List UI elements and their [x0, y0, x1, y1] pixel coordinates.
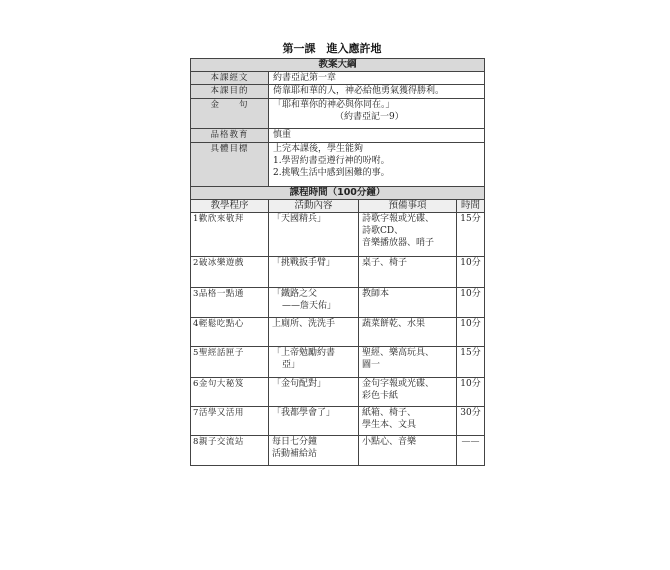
- goal-row: [191, 85, 485, 99]
- prep-line: 音樂播放器、哨子: [362, 238, 435, 248]
- activity-line: 「我都學會了」: [272, 408, 336, 418]
- prep-cell: [359, 347, 457, 378]
- prep-line: 金句字報或光碟、: [362, 379, 435, 389]
- scripture-row: [191, 72, 485, 85]
- lesson-plan-table: [190, 58, 485, 466]
- objective-line: 2.挑戰生活中感到困難的事。: [273, 168, 390, 178]
- activity-line: ——詹天佑」: [282, 301, 337, 311]
- outline-header-row: [191, 59, 485, 72]
- prep-line: 小點心、音樂: [362, 437, 417, 447]
- step-cell: 8親子交流站: [191, 436, 269, 466]
- verse-row: [191, 99, 485, 129]
- activity-line: 每日七分鐘: [272, 437, 318, 447]
- time-cell: 15分: [457, 213, 485, 257]
- prep-line: 詩歌CD、: [362, 226, 404, 236]
- schedule-header: 課程時間（100分鐘）: [191, 187, 485, 200]
- verse-label: 金 句: [191, 99, 269, 129]
- column-header: 時間: [457, 200, 485, 213]
- activity-cell: [269, 347, 359, 378]
- objective-value: [269, 143, 485, 187]
- prep-cell: [359, 213, 457, 257]
- goal-label: 本課目的: [191, 85, 269, 99]
- objective-row: [191, 143, 485, 187]
- activity-cell: [269, 407, 359, 436]
- column-header: 活動內容: [269, 200, 359, 213]
- step-cell: 4輕鬆吃點心: [191, 318, 269, 347]
- outline-header: 教案大綱: [191, 59, 485, 72]
- prep-line: 桌子、椅子: [362, 258, 408, 268]
- activity-line: 「上帝勉勵約書: [272, 348, 336, 358]
- column-header-row: [191, 200, 485, 213]
- step-cell: 7活學又活用: [191, 407, 269, 436]
- table-row: [191, 347, 485, 378]
- character-value: 慎重: [269, 129, 485, 143]
- time-cell: 10分: [457, 288, 485, 318]
- schedule-header-row: [191, 187, 485, 200]
- activity-line: 「天國精兵」: [272, 214, 327, 224]
- activity-cell: [269, 436, 359, 466]
- step-cell: 3品格一點通: [191, 288, 269, 318]
- prep-cell: [359, 407, 457, 436]
- step-cell: 6金句大秘笈: [191, 378, 269, 407]
- prep-cell: [359, 318, 457, 347]
- table-row: [191, 318, 485, 347]
- time-cell: 10分: [457, 378, 485, 407]
- prep-line: 圖一: [362, 360, 381, 370]
- character-row: [191, 129, 485, 143]
- prep-line: 詩歌字報或光碟、: [362, 214, 435, 224]
- prep-cell: [359, 378, 457, 407]
- activity-cell: [269, 288, 359, 318]
- activity-line: 「挑戰扳手臂」: [272, 258, 336, 268]
- step-cell: 5聖經話匣子: [191, 347, 269, 378]
- table-row: [191, 288, 485, 318]
- objective-label: 具體目標: [191, 143, 269, 187]
- prep-line: 聖經、樂高玩具、: [362, 348, 435, 358]
- verse-value: [269, 99, 485, 129]
- character-label: 品格教育: [191, 129, 269, 143]
- activity-cell: [269, 378, 359, 407]
- step-cell: 2破冰樂遊戲: [191, 257, 269, 288]
- prep-line: 教師本: [362, 289, 390, 299]
- table-row: [191, 378, 485, 407]
- column-header: 預備事項: [359, 200, 457, 213]
- activity-cell: [269, 213, 359, 257]
- activity-line: 活動補給站: [272, 449, 318, 459]
- objective-line: 1.學習約書亞遵行神的吩咐。: [273, 156, 390, 166]
- time-cell: 15分: [457, 347, 485, 378]
- prep-cell: [359, 436, 457, 466]
- prep-line: 蔬菜餅乾、水果: [362, 319, 426, 329]
- page-title: 第一課 進入應許地: [282, 42, 382, 55]
- table-row: [191, 257, 485, 288]
- table-row: [191, 436, 485, 466]
- activity-cell: [269, 318, 359, 347]
- scripture-value: 約書亞記第一章: [269, 72, 485, 85]
- scripture-label: 本課經文: [191, 72, 269, 85]
- goal-value: 倚靠耶和華的人，神必給他勇氣獲得勝利。: [269, 85, 485, 99]
- objective-line: 上完本課後，學生能夠: [273, 144, 364, 154]
- prep-cell: [359, 288, 457, 318]
- step-cell: 1歡欣來敬拜: [191, 213, 269, 257]
- verse-line: 「耶和華你的神必與你同在。」: [273, 100, 395, 110]
- verse-reference: （約書亞記一9）: [335, 112, 404, 122]
- prep-line: 學生本、文具: [362, 420, 417, 430]
- activity-line: 「鐵路之父: [272, 289, 318, 299]
- activity-line: 上廁所、洗洗手: [272, 319, 336, 329]
- time-cell: ——: [457, 436, 485, 466]
- activity-line: 「金句配對」: [272, 379, 327, 389]
- prep-line: 紙箱、椅子、: [362, 408, 417, 418]
- prep-line: 彩色卡紙: [362, 391, 399, 401]
- time-cell: 10分: [457, 318, 485, 347]
- activity-cell: [269, 257, 359, 288]
- time-cell: 10分: [457, 257, 485, 288]
- activity-line: 亞」: [282, 360, 301, 370]
- table-row: [191, 213, 485, 257]
- time-cell: 30分: [457, 407, 485, 436]
- table-row: [191, 407, 485, 436]
- column-header: 教學程序: [191, 200, 269, 213]
- prep-cell: [359, 257, 457, 288]
